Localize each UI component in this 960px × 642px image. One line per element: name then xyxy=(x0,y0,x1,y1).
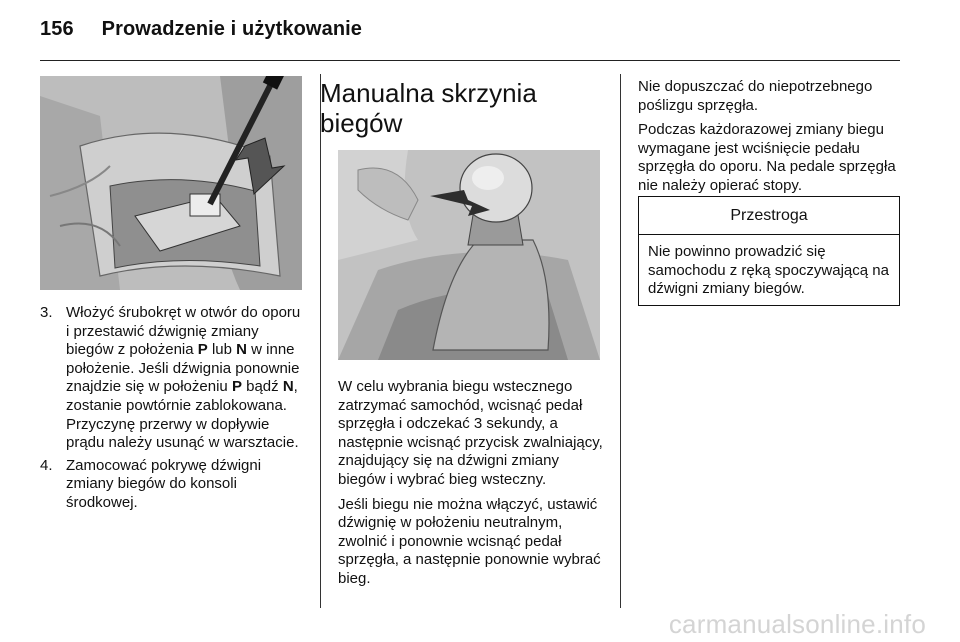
page-number: 156 xyxy=(40,18,74,40)
list-text: Włożyć śrubokręt w otwór do oporu i przestawić dźwignię zmiany biegów z położenia P lub N w inne położenie. Jeśli dźwignia ponownie znajdzie się w położeniu P bądź N, zostanie powtórnie zablokowana. Przyczynę przerwy w dopływie prądu należy usunąć w warsztacie. xyxy=(66,304,301,452)
paragraph-clutch-slip: Nie dopuszczać do niepotrzebnego poślizgu sprzęgła. xyxy=(638,78,873,114)
chapter-title: Prowadzenie i użytkowanie xyxy=(101,18,363,40)
column-divider-2 xyxy=(620,74,621,608)
list-number: 4. xyxy=(40,456,53,474)
page-header xyxy=(40,18,362,41)
list-number: 3. xyxy=(40,304,53,321)
column-divider-1 xyxy=(320,74,321,608)
figure-gear-lever xyxy=(338,150,600,360)
paragraph-reverse-gear: W celu wybrania biegu wstecznego zatrzymać samochód, wcisnąć pedał sprzęgła i odczekać 3 sekundy, a następnie wcisnąć przycisk zwalniający, znajdujący się na dźwigni zmiany biegów i wybrać bieg wsteczny. xyxy=(338,378,603,488)
caution-heading: Przestroga xyxy=(639,197,899,235)
figure-screwdriver-release xyxy=(40,76,302,290)
left-column-text xyxy=(40,304,304,517)
caution-box xyxy=(638,196,900,306)
caution-text: Nie powinno prowadzić się samochodu z ręką spoczywającą na dźwigni zmiany biegów. xyxy=(648,243,889,298)
paragraph-gear-not-engaging: Jeśli biegu nie można włączyć, ustawić dźwignię w położeniu neutralnym, zwolnić i ponownie wcisnąć pedał sprzęgła, a następnie ponownie wybrać bieg. xyxy=(338,495,601,587)
list-item-4 xyxy=(40,457,304,513)
list-item-3 xyxy=(40,304,304,453)
section-title: Manualna skrzynia biegów xyxy=(320,78,537,138)
list-text: Zamocować pokrywę dźwigni zmiany biegów do konsoli środkowej. xyxy=(66,456,262,511)
header-rule xyxy=(40,60,900,61)
watermark: carmanualsonline.info xyxy=(668,609,926,639)
middle-column-text xyxy=(338,378,604,595)
right-column-text xyxy=(638,78,902,202)
paragraph-clutch-pedal: Podczas każdorazowej zmiany biegu wymagane jest wciśnięcie pedału sprzęgła do oporu. Na pedale sprzęgła nie należy opierać stopy. xyxy=(638,121,896,194)
